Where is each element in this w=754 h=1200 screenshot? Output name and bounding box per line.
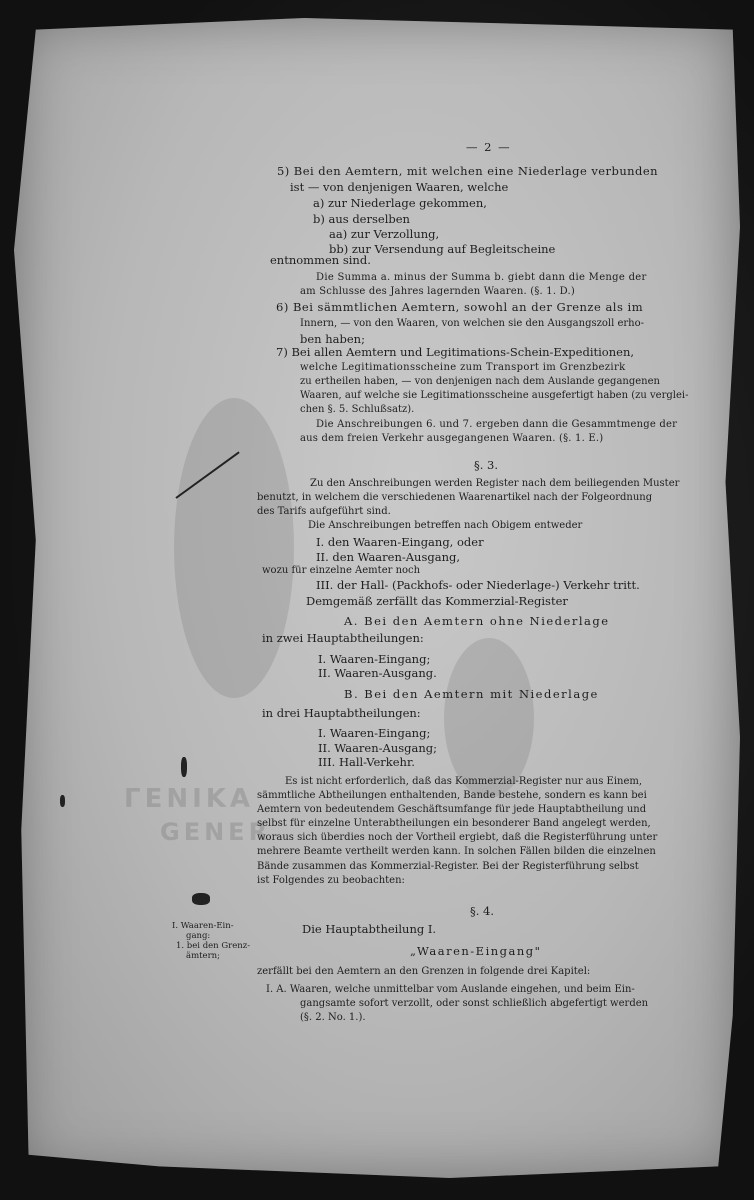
- text-line: gangsamte sofort verzollt, oder sonst schließlich abgefertigt werden: [300, 998, 649, 1009]
- text-line: Innern, — von den Waaren, von welchen sie den Ausgangszoll erho-: [300, 318, 645, 329]
- text-line: Die Summa a. minus der Summa b. giebt dann die Menge der: [316, 272, 647, 283]
- text-line: b) aus derselben: [313, 212, 410, 226]
- text-line: woraus sich überdies noch der Vortheil ergiebt, daß die Registerführung unter: [257, 832, 658, 843]
- text-line: aus dem freien Verkehr ausgegangenen Waaren. (§. 1. E.): [300, 433, 604, 444]
- text-line: Zu den Anschreibungen werden Register nach dem beiliegenden Muster: [310, 478, 680, 489]
- text-line: bb) zur Versendung auf Begleitscheine: [329, 242, 556, 256]
- subheading: B. Bei den Aemtern mit Niederlage: [344, 687, 599, 701]
- text-line: 5) Bei den Aemtern, mit welchen eine Niederlage verbunden: [277, 164, 658, 178]
- text-line: chen §. 5. Schlußsatz).: [300, 404, 415, 415]
- text-line: selbst für einzelne Unterabtheilungen ein besonderer Band angelegt werden,: [257, 818, 651, 829]
- text-line: entnommen sind.: [270, 253, 371, 267]
- text-line: Bände zusammen das Kommerzial-Register. Bei der Registerführung selbst: [257, 861, 639, 872]
- text-line: 6) Bei sämmtlichen Aemtern, sowohl an der Grenze als im: [276, 300, 644, 314]
- text-line: wozu für einzelne Aemter noch: [262, 565, 421, 576]
- page-number: — 2 —: [466, 140, 512, 154]
- text-line: III. Hall-Verkehr.: [318, 755, 415, 769]
- text-line: Die Anschreibungen betreffen nach Obigem entweder: [308, 520, 583, 531]
- text-line: I. den Waaren-Eingang, oder: [316, 535, 484, 549]
- text-line: Demgemäß zerfällt das Kommerzial-Register: [306, 594, 568, 608]
- text-line: benutzt, in welchem die verschiedenen Waarenartikel nach der Folgeordnung: [257, 492, 653, 503]
- watermark-line-2: GENER: [160, 818, 272, 846]
- margin-note: ämtern;: [186, 951, 220, 961]
- text-line: a) zur Niederlage gekommen,: [313, 196, 487, 210]
- text-line: 7) Bei allen Aemtern und Legitimations-Schein-Expeditionen,: [276, 345, 635, 359]
- text-line: ist Folgendes zu beobachten:: [257, 875, 405, 886]
- text-line: aa) zur Verzollung,: [329, 227, 440, 241]
- section-heading: §. 3.: [474, 458, 499, 472]
- margin-note: gang:: [186, 931, 211, 941]
- text-line: (§. 2. No. 1.).: [300, 1012, 366, 1023]
- text-line: Es ist nicht erforderlich, daß das Kommerzial-Register nur aus Einem,: [285, 776, 643, 787]
- subheading: „Waaren-Eingang": [410, 944, 542, 958]
- text-line: zu ertheilen haben, — von denjenigen nach dem Auslande gegangenen: [300, 376, 660, 387]
- text-line: III. der Hall- (Packhofs- oder Niederlage-) Verkehr tritt.: [316, 578, 640, 592]
- margin-note: 1. bei den Grenz-: [176, 941, 251, 951]
- text-line: mehrere Beamte vertheilt werden kann. In solchen Fällen bilden die einzelnen: [257, 846, 656, 857]
- watermark-line-1: ΓΕΝΙΚΑ: [124, 784, 255, 814]
- text-line: ben haben;: [300, 332, 365, 346]
- text-line: zerfällt bei den Aemtern an den Grenzen in folgende drei Kapitel:: [257, 966, 591, 977]
- text-line: Die Hauptabtheilung I.: [302, 922, 437, 936]
- text-line: II. den Waaren-Ausgang,: [316, 550, 461, 564]
- paper-stain: [444, 638, 534, 798]
- text-line: in drei Hauptabtheilungen:: [262, 706, 421, 720]
- text-line: Die Anschreibungen 6. und 7. ergeben dann die Gesammtmenge der: [316, 419, 678, 430]
- text-line: ist — von denjenigen Waaren, welche: [290, 180, 509, 194]
- text-line: am Schlusse des Jahres lagernden Waaren. (§. 1. D.): [300, 286, 575, 297]
- ink-mark: [181, 757, 187, 777]
- text-line: Waaren, auf welche sie Legitimationsscheine ausgefertigt haben (zu verglei-: [300, 390, 689, 401]
- ink-blot: [192, 893, 210, 905]
- text-line: in zwei Hauptabtheilungen:: [262, 631, 424, 645]
- text-line: II. Waaren-Ausgang;: [318, 741, 437, 755]
- text-line: des Tarifs aufgeführt sind.: [257, 506, 391, 517]
- text-line: I. A. Waaren, welche unmittelbar vom Auslande eingehen, und beim Ein-: [266, 984, 635, 995]
- text-line: I. Waaren-Eingang;: [318, 726, 431, 740]
- ink-speck: [60, 795, 65, 807]
- text-line: sämmtliche Abtheilungen enthaltenden, Bande bestehe, sondern es kann bei: [257, 790, 647, 801]
- paper-stain: [174, 398, 294, 698]
- margin-note: I. Waaren-Ein-: [172, 921, 234, 931]
- section-heading: §. 4.: [470, 904, 495, 918]
- text-line: Aemtern von bedeutendem Geschäftsumfange für jede Hauptabtheilung und: [257, 804, 647, 815]
- text-line: I. Waaren-Eingang;: [318, 652, 431, 666]
- subheading: A. Bei den Aemtern ohne Niederlage: [344, 614, 610, 628]
- text-line: II. Waaren-Ausgang.: [318, 666, 437, 680]
- text-line: welche Legitimationsscheine zum Transport im Grenzbezirk: [300, 362, 626, 373]
